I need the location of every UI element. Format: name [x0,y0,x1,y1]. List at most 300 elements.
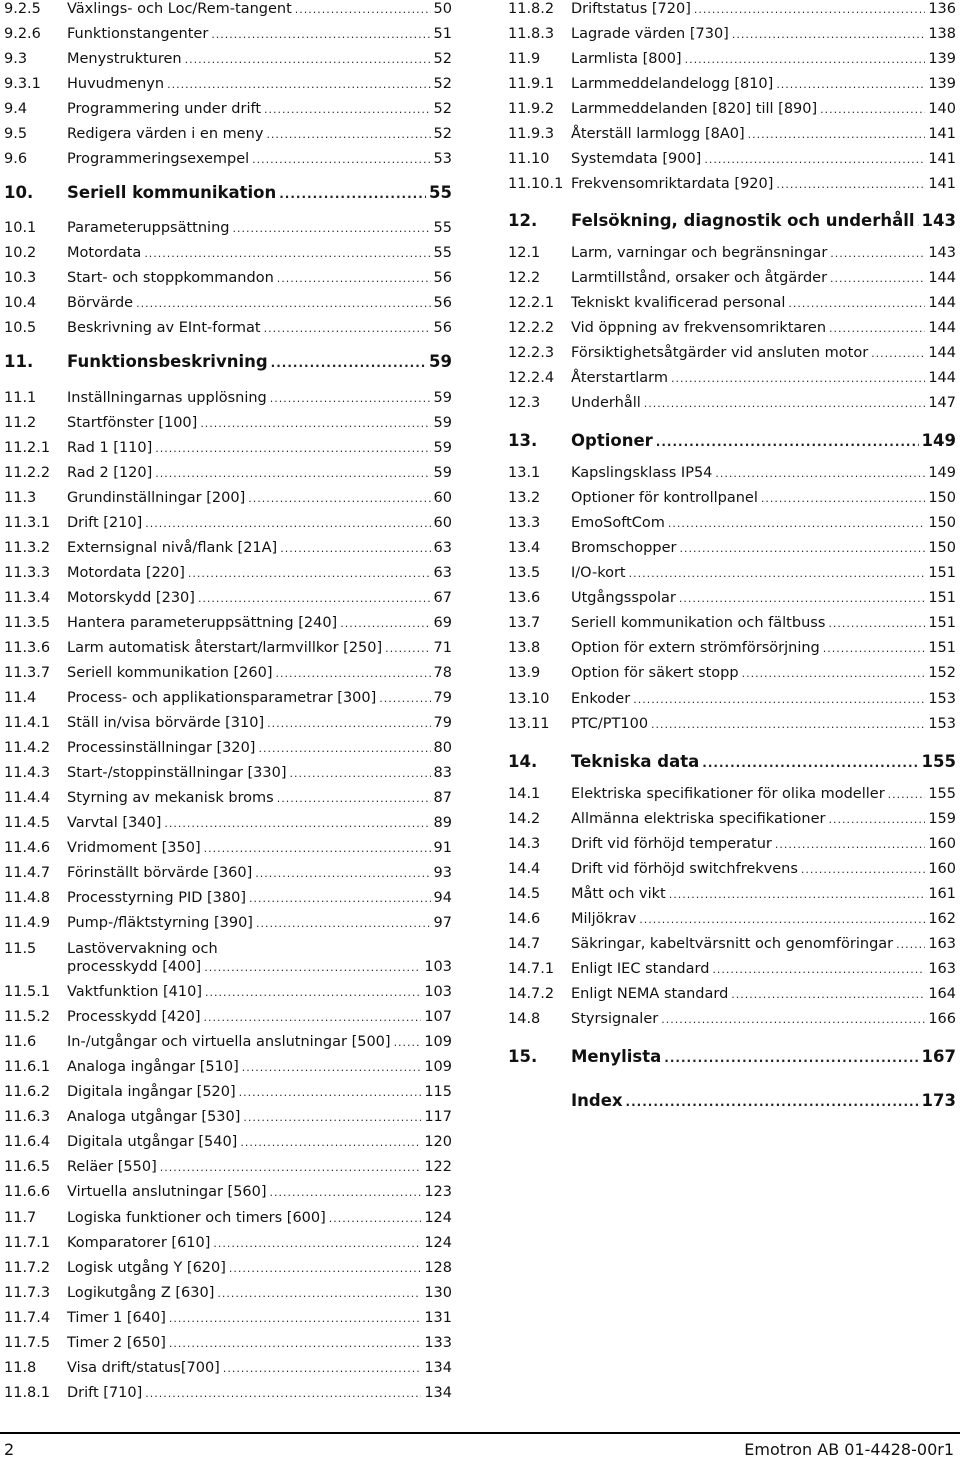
toc-entry-page: 59 [433,465,452,481]
dot-leader [277,789,431,807]
dot-leader [258,739,430,757]
toc-entry-page: 124 [424,1210,452,1226]
dot-leader [242,1058,422,1076]
toc-entry-page: 56 [433,295,452,311]
toc-entry-page: 109 [424,1059,452,1075]
dot-leader [198,589,431,607]
toc-entry-title: Larm automatisk återstart/larmvillkor [250] [67,640,383,656]
toc-entry-number: 11.8.1 [4,1385,51,1401]
dot-leader [277,269,431,287]
dot-leader [679,589,925,607]
toc-entry-page: 52 [433,101,452,117]
dot-leader [248,489,430,507]
dot-leader [385,639,430,657]
toc-entry-title: processkydd [400] [67,959,202,975]
toc-entry-number: 11.9.1 [508,76,555,92]
dot-leader [776,75,925,93]
toc-entry-page: 80 [433,740,452,756]
toc-entry-title: Seriell kommunikation och fältbuss [571,615,826,631]
toc-entry-number: 11.7.4 [4,1310,51,1326]
dot-leader [629,564,926,582]
toc-entry-title: Funktionsbeskrivning [67,352,268,371]
toc-entry-page: 103 [424,984,452,1000]
dot-leader [712,960,925,978]
toc-entry-number: 11.8.2 [508,1,555,17]
toc-entry-number: 12.2.3 [508,345,555,361]
dot-leader [633,690,925,708]
dot-leader [164,814,430,832]
toc-entry-page: 152 [928,665,956,681]
dot-leader [169,1334,421,1352]
dot-leader [775,835,925,853]
toc-entry-page: 115 [424,1084,452,1100]
toc-entry-number: 13.6 [508,590,541,606]
footer-page-number: 2 [4,1440,15,1459]
dot-leader [671,369,925,387]
toc-entry-page: 151 [928,590,956,606]
toc-entry-title: Växlings- och Loc/Rem-tangent [67,1,292,17]
toc-entry-number: 10.3 [4,270,37,286]
toc-entry-page: 97 [433,915,452,931]
dot-leader [264,319,431,337]
dot-leader [252,150,430,168]
toc-entry-page: 144 [928,270,956,286]
toc-entry-number: 11.4.3 [4,765,51,781]
toc-entry-title: Digitala ingångar [520] [67,1084,236,1100]
toc-entry-title: Börvärde [67,295,134,311]
toc-entry-page: 53 [433,151,452,167]
toc-entry-number: 9.3.1 [4,76,41,92]
dot-leader [644,394,926,412]
dot-leader [823,639,926,657]
toc-entry-page: 149 [921,431,956,450]
toc-entry-page: 131 [424,1310,452,1326]
toc-entry-page: 160 [928,861,956,877]
dot-leader [295,0,431,18]
toc-entry-number: 11.3.3 [4,565,51,581]
dot-leader [329,1209,422,1227]
dot-leader [243,1108,421,1126]
toc-entry-number: 13.1 [508,465,541,481]
toc-entry-page: 133 [424,1335,452,1351]
toc-entry-page: 52 [433,76,452,92]
toc-entry-number: 10.1 [4,220,37,236]
toc-entry-number: 11.4.7 [4,865,51,881]
dot-leader [656,431,919,449]
toc-entry-page: 128 [424,1260,452,1276]
toc-entry-page: 153 [928,691,956,707]
dot-leader [145,1384,421,1402]
toc-entry-number: 11.5 [4,941,37,957]
toc-entry-title: Larmmeddelandelogg [810] [571,76,774,92]
toc-entry-title: Återstartlarm [571,370,669,386]
toc-entry-number: 11.4.9 [4,915,51,931]
toc-entry-title: Logiska funktioner och timers [600] [67,1210,326,1226]
dot-leader [742,664,926,682]
toc-entry-title: Säkringar, kabeltvärsnitt och genomföringar [571,936,894,952]
dot-leader [788,294,925,312]
dot-leader [679,539,925,557]
toc-entry-number: 14.1 [508,786,541,802]
toc-entry-title: Felsökning, diagnostik och underhåll [571,211,915,230]
toc-entry-title: Processkydd [420] [67,1009,201,1025]
toc-entry-title: Miljökrav [571,911,637,927]
toc-entry-title: Analoga ingångar [510] [67,1059,239,1075]
dot-leader [394,1033,422,1051]
toc-entry-number: 12.2.4 [508,370,555,386]
dot-leader [203,1008,421,1026]
toc-entry-page: 60 [433,515,452,531]
toc-entry-title: Motordata [67,245,142,261]
dot-leader [279,183,426,201]
toc-entry-page: 139 [928,76,956,92]
toc-entry-title: Timer 1 [640] [67,1310,166,1326]
toc-entry-title: Komparatorer [610] [67,1235,211,1251]
dot-leader [188,564,431,582]
toc-entry-page: 151 [928,565,956,581]
toc-entry-page: 124 [424,1235,452,1251]
dot-leader [626,1091,919,1109]
toc-entry-page: 151 [928,640,956,656]
toc-entry-title: Redigera värden i en meny [67,126,264,142]
toc-entry-title: Systemdata [900] [571,151,702,167]
toc-entry-number: 11.4.5 [4,815,51,831]
toc-entry-title: Seriell kommunikation [67,183,277,202]
toc-entry-page: 155 [928,786,956,802]
toc-entry-title: Reläer [550] [67,1159,157,1175]
toc-entry-number: 14.4 [508,861,541,877]
toc-entry-page: 79 [433,715,452,731]
toc-entry-title: Drift [710] [67,1385,143,1401]
toc-entry-title: Enligt NEMA standard [571,986,729,1002]
toc-entry-number: 11.2.2 [4,465,51,481]
toc-entry-number: 11.4 [4,690,37,706]
toc-entry-number: 9.2.5 [4,1,41,17]
toc-entry-number: 12.2 [508,270,541,286]
dot-leader [761,489,925,507]
dot-leader [167,75,430,93]
toc-entry-page: 141 [928,176,956,192]
toc-entry-number: 12.2.1 [508,295,555,311]
dot-leader [255,864,430,882]
toc-entry-page: 139 [928,51,956,67]
dot-leader [685,50,926,68]
toc-entry-title: Rad 1 [110] [67,440,153,456]
toc-entry-page: 55 [429,183,452,202]
toc-entry-title: Frekvensomriktardata [920] [571,176,774,192]
toc-entry-number: 14.7.1 [508,961,555,977]
dot-leader [200,414,430,432]
toc-entry-page: 55 [433,220,452,236]
toc-entry-page: 87 [433,790,452,806]
toc-entry-page: 50 [433,1,452,17]
toc-entry-number: 12.3 [508,395,541,411]
toc-entry-number: 11.3.4 [4,590,51,606]
toc-entry-number: 11.7.1 [4,1235,51,1251]
dot-leader [145,514,430,532]
dot-leader [270,389,431,407]
toc-entry-page: 63 [433,540,452,556]
toc-entry-title: Förinställt börvärde [360] [67,865,253,881]
toc-entry-number: 13.3 [508,515,541,531]
toc-entry-title: Visa drift/status[700] [67,1360,220,1376]
toc-entry-page: 155 [921,752,956,771]
toc-entry-number: 11.9 [508,51,541,67]
toc-entry-number: 9.2.6 [4,26,41,42]
dot-leader [664,1047,918,1065]
toc-entry-page: 56 [433,270,452,286]
dot-leader [871,344,925,362]
toc-entry-number: 10. [4,183,34,202]
toc-entry-page: 107 [424,1009,452,1025]
dot-leader [704,150,925,168]
toc-entry-number: 13.7 [508,615,541,631]
toc-entry-page: 109 [424,1034,452,1050]
toc-entry-title: PTC/PT100 [571,716,649,732]
toc-entry-title: Försiktighetsåtgärder vid ansluten motor [571,345,869,361]
dot-leader [829,810,926,828]
toc-entry-number: 11.9.2 [508,101,555,117]
toc-entry-number: 10.2 [4,245,37,261]
toc-entry-page: 94 [433,890,452,906]
dot-leader [264,100,431,118]
toc-entry-page: 138 [928,26,956,42]
toc-entry-number: 14.8 [508,1011,541,1027]
dot-leader [223,1359,421,1377]
dot-leader [731,985,925,1003]
dot-leader [185,50,431,68]
toc-entry-page: 144 [928,295,956,311]
toc-entry-number: 12.2.2 [508,320,555,336]
toc-entry-number: 11.6.1 [4,1059,51,1075]
toc-entry-number: 13.4 [508,540,541,556]
toc-entry-title: Start-/stoppinställningar [330] [67,765,287,781]
toc-entry-title: Menylista [571,1047,662,1066]
dot-leader [213,1234,421,1252]
toc-entry-number: 11.3.7 [4,665,51,681]
dot-leader [240,1133,421,1151]
toc-entry-page: 60 [433,490,452,506]
toc-entry-page: 163 [928,961,956,977]
toc-entry-page: 55 [433,245,452,261]
dot-leader [270,1183,422,1201]
dot-leader [829,319,925,337]
toc-entry-page: 69 [433,615,452,631]
toc-entry-page: 59 [429,352,452,371]
dot-leader [204,958,421,976]
toc-entry-number: 13.5 [508,565,541,581]
dot-leader [340,614,430,632]
dot-leader [169,1309,421,1327]
toc-entry-page: 140 [928,101,956,117]
toc-entry-title: I/O-kort [571,565,626,581]
toc-entry-title: Process- och applikationsparametrar [300] [67,690,377,706]
toc-entry-title: Funktionstangenter [67,26,209,42]
toc-entry-title: Drift [210] [67,515,143,531]
toc-entry-number: 11.7 [4,1210,37,1226]
toc-entry-page: 141 [928,151,956,167]
dot-leader [205,983,421,1001]
toc-entry-title: Startfönster [100] [67,415,198,431]
toc-entry-title: Varvtal [340] [67,815,162,831]
toc-entry-title: Lagrade värden [730] [571,26,729,42]
toc-entry-title: In-/utgångar och virtuella anslutningar [500] [67,1034,391,1050]
toc-entry-title: Option för extern strömförsörjning [571,640,820,656]
toc-entry-number: 11.10.1 [508,176,564,192]
toc-entry-title: Larmmeddelanden [820] till [890] [571,101,818,117]
toc-entry-title: Logisk utgång Y [620] [67,1260,226,1276]
toc-entry-title: Programmering under drift [67,101,262,117]
toc-entry-title: Enligt IEC standard [571,961,710,977]
toc-entry-page: 83 [433,765,452,781]
toc-entry-number: 13. [508,431,538,450]
toc-entry-page: 120 [424,1134,452,1150]
dot-leader [239,1083,422,1101]
dot-leader [918,211,919,229]
toc-entry-number: 14.2 [508,811,541,827]
toc-entry-page: 144 [928,370,956,386]
dot-leader [694,0,925,18]
toc-entry-title: Drift vid förhöjd temperatur [571,836,772,852]
toc-entry-number: 11.6.2 [4,1084,51,1100]
dot-leader [136,294,430,312]
toc-entry-number: 11.2.1 [4,440,51,456]
toc-entry-page: 59 [433,415,452,431]
toc-entry-page: 143 [921,211,956,230]
toc-entry-title: Index [571,1091,623,1110]
toc-entry-page: 166 [928,1011,956,1027]
toc-entry-page: 63 [433,565,452,581]
toc-entry-number: 13.11 [508,716,550,732]
toc-entry-page: 162 [928,911,956,927]
toc-entry-title: Beskrivning av EInt-format [67,320,261,336]
toc-entry-title: Tekniska data [571,752,700,771]
toc-entry-title: Menystrukturen [67,51,182,67]
toc-entry-number: 11.6.6 [4,1184,51,1200]
dot-leader [732,25,925,43]
toc-entry-number: 14.7 [508,936,541,952]
dot-leader [748,125,926,143]
toc-entry-title: Allmänna elektriska specifikationer [571,811,826,827]
toc-entry-number: 11.9.3 [508,126,555,142]
toc-entry-number: 11.4.2 [4,740,51,756]
dot-leader [211,25,430,43]
toc-entry-page: 149 [928,465,956,481]
toc-entry-title: Seriell kommunikation [260] [67,665,273,681]
toc-entry-title: Styrning av mekanisk broms [67,790,274,806]
toc-entry-number: 13.9 [508,665,541,681]
toc-entry-number: 10.4 [4,295,37,311]
toc-entry-number: 14.3 [508,836,541,852]
toc-entry-title: EmoSoftCom [571,515,665,531]
toc-entry-page: 56 [433,320,452,336]
toc-entry-title: Timer 2 [650] [67,1335,166,1351]
toc-entry-number: 11.3.6 [4,640,51,656]
toc-entry-number: 14.5 [508,886,541,902]
toc-entry-number: 9.3 [4,51,28,67]
dot-leader [266,125,430,143]
toc-entry-title: Parameteruppsättning [67,220,230,236]
toc-entry-number: 11.6.4 [4,1134,51,1150]
toc-entry-title: Ställ in/visa börvärde [310] [67,715,265,731]
dot-leader [888,785,926,803]
toc-entry-page: 122 [424,1159,452,1175]
dot-leader [155,439,430,457]
toc-entry-title: Kapslingsklass IP54 [571,465,713,481]
toc-entry-number: 13.2 [508,490,541,506]
toc-entry-title: Externsignal nivå/flank [21A] [67,540,278,556]
toc-entry-title: Analoga utgångar [530] [67,1109,241,1125]
toc-entry-title: Processtyrning PID [380] [67,890,246,906]
dot-leader [249,889,431,907]
toc-entry-number: 11.5.2 [4,1009,51,1025]
toc-entry-page: 52 [433,126,452,142]
toc-entry-page: 160 [928,836,956,852]
toc-entry-page: 147 [928,395,956,411]
toc-entry-page: 136 [928,1,956,17]
dot-leader [651,715,925,733]
toc-entry-number: 11.10 [508,151,550,167]
toc-entry-title: Programmeringsexempel [67,151,250,167]
toc-entry-title: Larmtillstånd, orsaker och åtgärder [571,270,828,286]
toc-entry-title: Återställ larmlogg [8A0] [571,126,745,142]
dot-leader [276,664,431,682]
dot-leader [160,1158,422,1176]
toc-entry-number: 11.3.2 [4,540,51,556]
toc-entry-number: 9.5 [4,126,28,142]
toc-entry-page: 159 [928,811,956,827]
toc-entry-page: 93 [433,865,452,881]
toc-entry-page: 134 [424,1385,452,1401]
toc-entry-title: Vid öppning av frekvensomriktaren [571,320,827,336]
toc-entry-page: 123 [424,1184,452,1200]
toc-entry-title: Vaktfunktion [410] [67,984,203,1000]
dot-leader [229,1259,421,1277]
toc-entry-page: 89 [433,815,452,831]
toc-entry-title: Larm, varningar och begränsningar [571,245,828,261]
dot-leader [776,175,925,193]
toc-entry-number: 11.4.4 [4,790,51,806]
toc-entry-number: 13.10 [508,691,550,707]
toc-entry-page: 117 [424,1109,452,1125]
toc-entry-number: 12.1 [508,245,541,261]
toc-entry-title: Hantera parameteruppsättning [240] [67,615,338,631]
toc-entry-title: Optioner [571,431,653,450]
dot-leader [669,885,926,903]
dot-leader [256,914,431,932]
toc-entry-number: 11.1 [4,390,37,406]
toc-entry-title: Elektriska specifikationer för olika modeller [571,786,885,802]
toc-entry-page: 79 [433,690,452,706]
toc-entry-title: Inställningarnas upplösning [67,390,267,406]
dot-leader [830,269,925,287]
toc-entry-title: Pump-/fläktstyrning [390] [67,915,253,931]
toc-entry-title: Virtuella anslutningar [560] [67,1184,267,1200]
dot-leader [144,244,430,262]
toc-entry-number: 11.6 [4,1034,37,1050]
dot-leader [896,935,925,953]
toc-entry-title: Processinställningar [320] [67,740,256,756]
toc-entry-number: 11.8.3 [508,26,555,42]
dot-leader [280,539,430,557]
dot-leader [668,514,925,532]
toc-entry-title: Mått och vikt [571,886,666,902]
toc-entry-page: 130 [424,1285,452,1301]
dot-leader [661,1010,925,1028]
toc-entry-number: 11.5.1 [4,984,51,1000]
toc-entry-number: 9.4 [4,101,28,117]
toc-entry-title: Digitala utgångar [540] [67,1134,238,1150]
